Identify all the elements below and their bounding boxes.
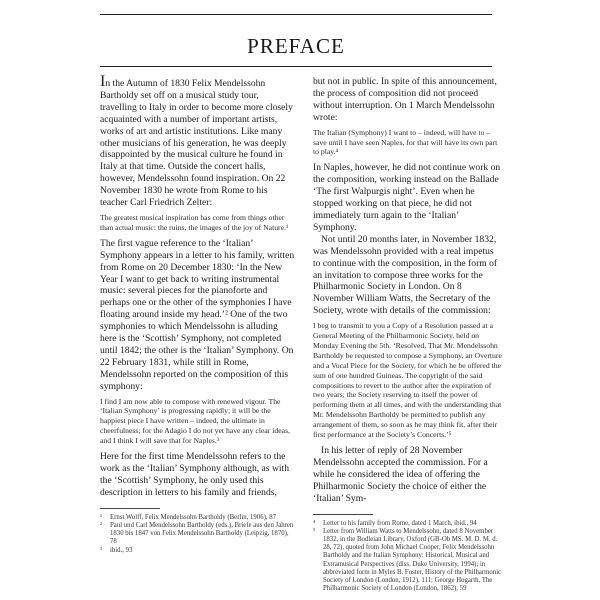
footnote: ¹ Ernst Wolff, Felix Mendelssohn Bartholdy (Berlin, 1906), 87 — [100, 513, 277, 521]
title-rule — [100, 66, 492, 67]
footnote: ⁵ Letter from William Watts to Mendelssohn, dated 8 November 1832, in the Bodleian Library, Oxford (GB-Ob MS. M. D. M. d. 28, 72), quoted from John Michael Cooper, Felix Mendelssohn Bartholdy and the Italian Symphony: Historical, Musical and Extramusical Perspectives (diss. Duke University, 1994); in abbreviated form in Myles B. Foster, History of the Philharmonic Society of London (London, 1912), 111; George Hogarth, The Philharmonic Society of London (London, 1862), 59 — [313, 527, 502, 593]
top-rule — [100, 14, 492, 15]
footnote: ² Paul und Carl Mendelssohn Bartholdy (eds.), Briefe aus den Jahren 1830 bis 1847 von Felix Mendelssohn Bartholdy (Leipzig, 1870), 78 — [100, 521, 294, 546]
right-column — [313, 76, 503, 593]
footnote: ³ ibid., 93 — [100, 546, 133, 554]
paragraph: Here for the first time Mendelssohn refers to the work as the ‘Italian’ Symphony although, as with the ‘Scottish’ Symphony, he only used this description in letters to his family and friends, — [100, 451, 289, 498]
paragraph: but not in public. In spite of this announcement, the process of composition did not proceed without interruption. On 1 March Mendelssohn wrote: — [313, 76, 497, 123]
left-column — [100, 73, 296, 555]
footnote: ⁴ Letter to his family from Rome, dated 1 March, ibid., 94 — [313, 519, 477, 527]
footnote-separator — [313, 514, 373, 515]
page-title: PREFACE — [247, 34, 345, 58]
footnote-separator — [100, 508, 160, 509]
block-quote: I find I am now able to compose with renewed vigour. The ‘Italian Symphony’ is progressing rapidly; it will be the happiest piece I have written – indeed, the ultimate in cheerfulness; for the Adagio I do not yet have any clear ideas, and I think I will save that for Naples.³ — [100, 396, 290, 446]
drop-cap: I — [100, 73, 106, 90]
block-quote: The greatest musical inspiration has come from things other than actual music: the ruins, the images of the joy of Nature.¹ — [100, 212, 289, 232]
block-quote: The Italian (Symphony) I want to – indeed, will have to – save until I have seen Naples, for that will have its own part to play.⁴ — [313, 127, 498, 157]
paragraph: In his letter of reply of 28 November Mendelssohn accepted the commission. For a while he considered the idea of offering the Philharmonic Society the choice of either the ‘Italian’ Sym- — [313, 445, 488, 504]
paragraph: In Naples, however, he did not continue work on the composition, working instead on the Ballade ‘The first Walpurgis night’. Even when he stopped working on that piece, he did not immediately turn again to the ‘Italian’ Symphony. — [313, 162, 501, 233]
block-quote: I beg to transmit to you a Copy of a Resolution passed at a General Meeting of the Philharmonic Society, held on Monday Evening the 5th. ‘Resolved, That Mr. Mendelssohn Bartholdy be requested to compose a Symphony, an Overture and a Vocal Piece for the Society, for which he be offered the sum of one hundred Guineas. The copyright of the said compositions to revert to the author after the expiration of two years; the Society reserving to itself the power of performing them at all times, and with the understanding that Mr. Mendelssohn Bartholdy be permitted to publish any arrangement of them, so soon as he may think fit, after their first performance at the Society’s Concerts.’⁵ — [313, 321, 502, 440]
paragraph: The first vague reference to the ‘Italian’ Symphony appears in a letter to his family, written from Rome on 20 December 1830: ‘In the New Year I want to get back to writing instrumental music: several pieces for the pianoforte and perhaps one or the other of the symphonies I have floating around inside my head.’² One of the two symphonies to which Mendelssohn is alluding here is the ‘Scottish’ Symphony, not completed until 1842; the other is the ‘Italian’ Symphony. On 22 February 1831, while still in Rome, Mendelssohn reported on the composition of this symphony: — [100, 237, 295, 392]
paragraph: In the Autumn of 1830 Felix Mendelssohn Bartholdy set off on a musical study tour, travelling to Italy in order to become more closely acquainted with a number of important artists, works of art and artistic institutions. Like many other musicians of his generation, he was deeply disappointed by the musical culture he found in Italy at that time. Outside the concert halls, however, Mendelssohn found inspiration. On 22 November 1830 he wrote from Rome to his teacher Carl Friedrich Zelter: — [100, 73, 293, 209]
paragraph: Not until 20 months later, in November 1832, was Mendelssohn provided with a real impetus to continue with the composition, in the form of an invitation to compose three works for the Philharmonic Society in London. On 8 November William Watts, the Secretary of the Society, wrote with details of the commission: — [313, 233, 498, 317]
